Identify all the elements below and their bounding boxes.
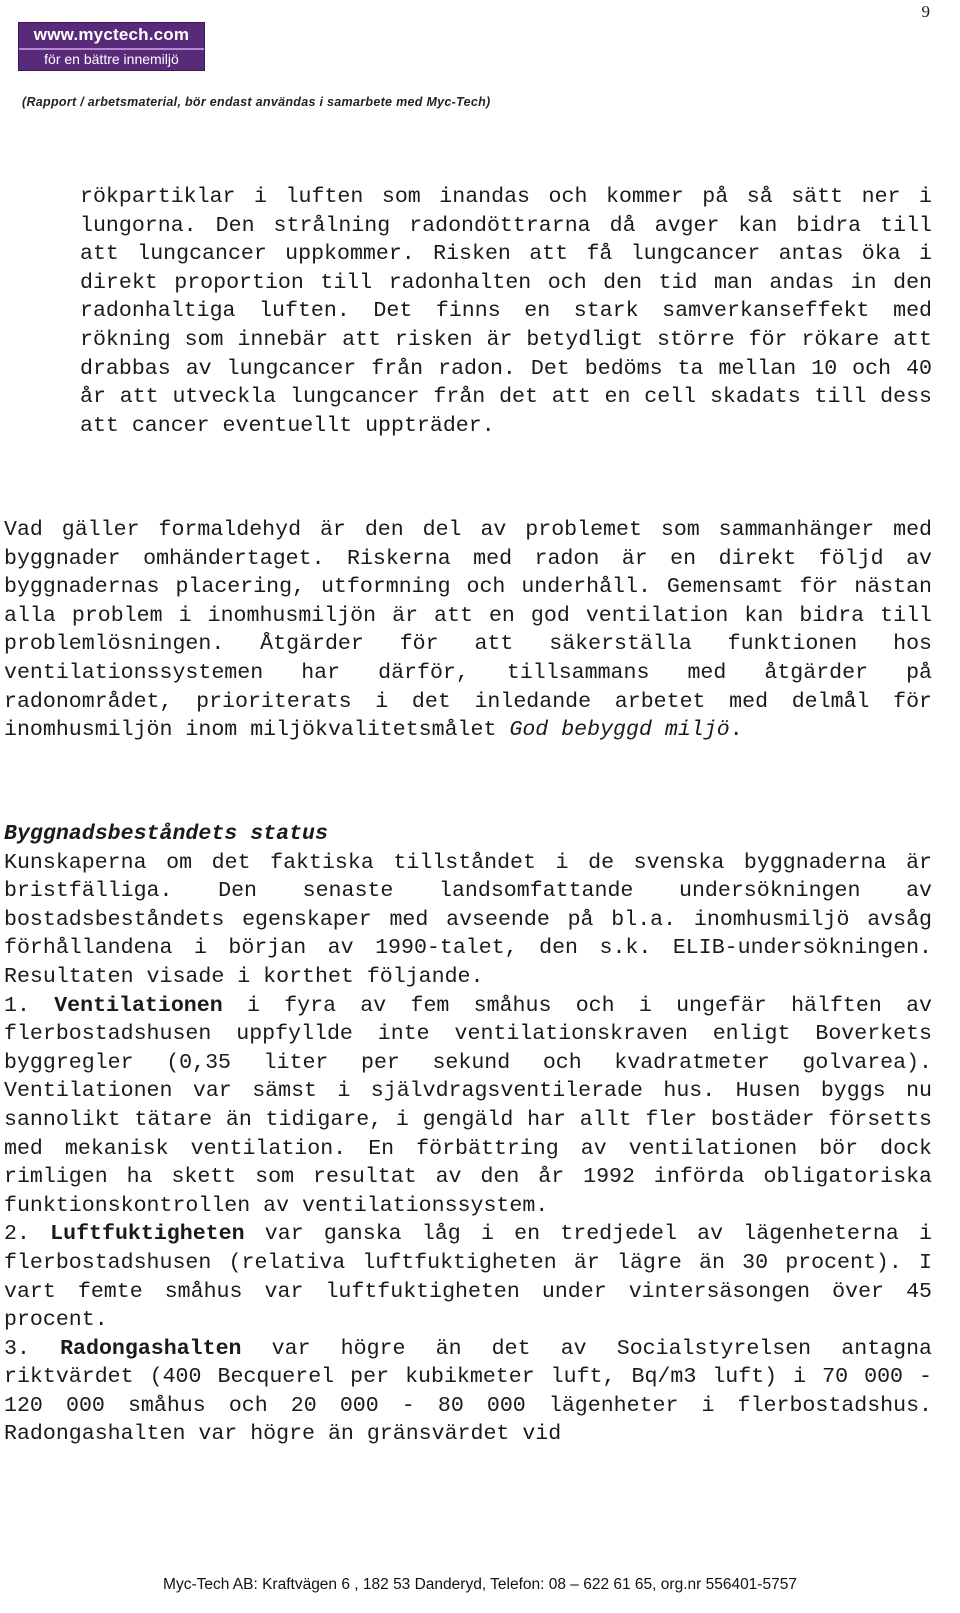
finding-item-1 bbox=[4, 992, 932, 1221]
finding-text: var ganska låg i en tredjedel av lägenheterna i flerbostadshusen (relativa luftfuktigheten är lägre än 30 procent). I vart femte småhus var luftfuktigheten under vintersäsongen över 45 procent. bbox=[4, 1222, 932, 1333]
paragraph-radon-risk: rökpartiklar i luften som inandas och kommer på så sätt ner i lungorna. Den strålning radondöttrarna då avger kan bidra till att lungcancer uppkommer. Risken att få lungcancer antas öka i direkt proportion till radonhalten och den tid man andas in den radonhaltiga luften. Det finns en stark samverkanseffekt med rökning som innebär att risken är betydligt större för rökare att drabbas av lungcancer från radon. Det bedöms ta mellan 10 och 40 år att utveckla lungcancer från det att en cell skadats till dess att cancer eventuellt uppträder. bbox=[80, 185, 932, 438]
finding-item-3 bbox=[4, 1335, 932, 1449]
logo-divider bbox=[19, 48, 204, 50]
logo-tagline: för en bättre innemiljö bbox=[44, 51, 179, 67]
section-building-stock-status bbox=[4, 820, 932, 1449]
page-number: 9 bbox=[921, 2, 930, 21]
finding-term: Radongashalten bbox=[60, 1336, 242, 1361]
paragraph-ventilation-priority bbox=[4, 516, 932, 745]
paragraph-end: . bbox=[729, 718, 743, 743]
finding-term: Luftfuktigheten bbox=[50, 1222, 245, 1247]
finding-term: Ventilationen bbox=[54, 993, 223, 1018]
section-heading: Byggnadsbeståndets status bbox=[4, 822, 328, 846]
finding-item-2 bbox=[4, 1220, 932, 1334]
paragraph-text: Vad gäller formaldehyd är den del av problemet som sammanhänger med byggnader omhändertaget. Riskerna med radon är en direkt följd av byggnadernas placering, utformning och underhåll. Gemensamt för nästan alla problem i inomhusmiljön är att en god ventilation kan bidra till problemlösningen. Åtgärder för att säkerställa funktionen hos ventilationssystemen har därför, tillsammans med åtgärder på radonområdet, prioriterats i det inledande arbetet med delmål för inomhusmiljön inom miljökvalitetsmålet bbox=[4, 518, 932, 743]
report-header-note: (Rapport / arbetsmaterial, bör endast användas i samarbete med Myc-Tech) bbox=[22, 95, 491, 109]
finding-number: 1. bbox=[4, 993, 30, 1018]
finding-number: 2. bbox=[4, 1222, 30, 1247]
logo-url-text: www.myctech.com bbox=[33, 25, 190, 44]
myctech-logo bbox=[18, 22, 205, 71]
company-footer: Myc-Tech AB: Kraftvägen 6 , 182 53 Danderyd, Telefon: 08 – 622 61 65, org.nr 556401-5757 bbox=[163, 1576, 797, 1593]
finding-text: var högre än det av Socialstyrelsen antagna riktvärdet (400 Becquerel per kubikmeter luft, Bq/m3 luft) i 70 000 - 120 000 småhus och 20 000 - 80 000 lägenheter i flerbostadshus. Radongashalten var högre än gränsvärdet vid bbox=[4, 1336, 932, 1447]
environmental-goal-name: God bebyggd miljö bbox=[509, 718, 730, 743]
section-intro: Kunskaperna om det faktiska tillståndet i de svenska byggnaderna är bristfälliga. Den senaste landsomfattande undersökningen av bostadsbeståndets egenskaper med avseende på bl.a. inomhusmiljö avsåg förhållandena i början av 1990-talet, den s.k. ELIB-undersökningen. Resultaten visade i korthet följande. bbox=[4, 850, 932, 989]
finding-number: 3. bbox=[4, 1336, 30, 1361]
finding-text: i fyra av fem småhus och i ungefär hälften av flerbostadshusen uppfyllde inte ventilationskraven enligt Boverkets byggregler (0,35 liter per sekund och kvadratmeter golvarea). Ventilationen var sämst i självdragsventilerade hus. Husen byggs nu sannolikt tätare än tidigare, i gengäld har allt fler bostäder försetts med mekanisk ventilation. En förbättring av ventilationen bör dock rimligen ha skett som resultat av den år 1992 införda obligatoriska funktionskontrollen av ventilationssystem. bbox=[4, 993, 932, 1218]
